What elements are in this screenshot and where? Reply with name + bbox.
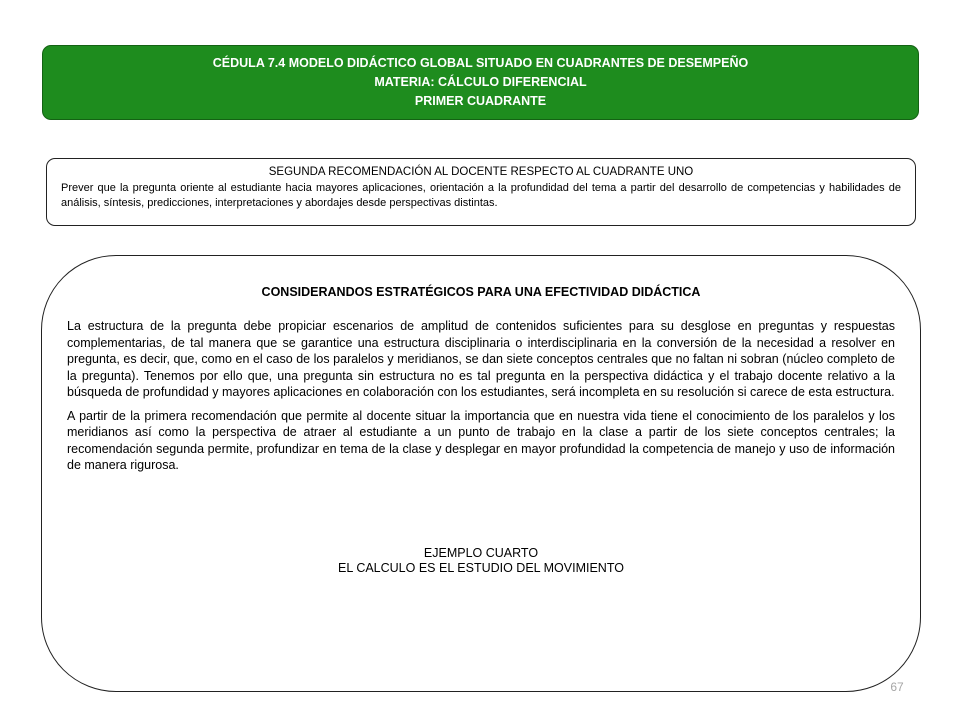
header-subject-line: MATERIA: CÁLCULO DIFERENCIAL — [374, 75, 587, 89]
recommendation-box — [46, 158, 916, 226]
recommendation-title: SEGUNDA RECOMENDACIÓN AL DOCENTE RESPECTO AL CUADRANTE UNO — [268, 166, 694, 178]
example-number: EJEMPLO CUARTO — [423, 546, 539, 560]
considerations-paragraph: A partir de la primera recomendación que permite al docente situar la importancia que en nuestra vida tiene el conocimiento de los paralelos y los meridianos así como la perspectiva de atraer al estudiante a un punto de trabajo en la clase a partir de los siete conceptos centrales; la recomendación segunda permite, profundizar en tema de la clase y desplegar en mayor profundidad la competencia de manejo y uso de información de manera rigurosa. — [67, 408, 895, 472]
example-heading — [42, 546, 920, 576]
header-quadrant-line: PRIMER CUADRANTE — [414, 94, 547, 108]
header-title-line1: CÉDULA 7.4 MODELO DIDÁCTICO GLOBAL SITUADO EN CUADRANTES DE DESEMPEÑO — [212, 56, 749, 70]
considerations-box — [41, 255, 921, 692]
considerations-body — [67, 318, 895, 481]
header-banner — [42, 45, 919, 120]
page-number: 67 — [890, 680, 904, 694]
recommendation-text: Prever que la pregunta oriente al estudiante hacia mayores aplicaciones, orientación a la profundidad del tema a partir del desarrollo de competencias y habilidades de análisis, síntesis, predicciones, interpretaciones y abordajes desde perspectivas distintas. — [61, 182, 901, 209]
considerations-paragraph: La estructura de la pregunta debe propiciar escenarios de amplitud de contenidos suficientes para su desglose en preguntas y respuestas complementarias, de tal manera que se garantice una estructura disciplinaria o interdisciplinaria en la conversión de la necesidad a resolver en pregunta, es decir, que, como en el caso de los paralelos y meridianos, se dan siete conceptos centrales que no faltan ni sobran (núcleo completo de la pregunta). Tenemos por ello que, una pregunta sin estructura no es tal pregunta en la perspectiva didáctica y el trabajo docente relativo a la búsqueda de profundidad y mayores aplicaciones en colaboración con los estudiantes, será incompleta en su resolución si carece de esta estructura. — [67, 319, 895, 399]
example-title: EL CALCULO ES EL ESTUDIO DEL MOVIMIENTO — [338, 561, 624, 575]
considerations-title: CONSIDERANDOS ESTRATÉGICOS PARA UNA EFECTIVIDAD DIDÁCTICA — [261, 285, 701, 299]
